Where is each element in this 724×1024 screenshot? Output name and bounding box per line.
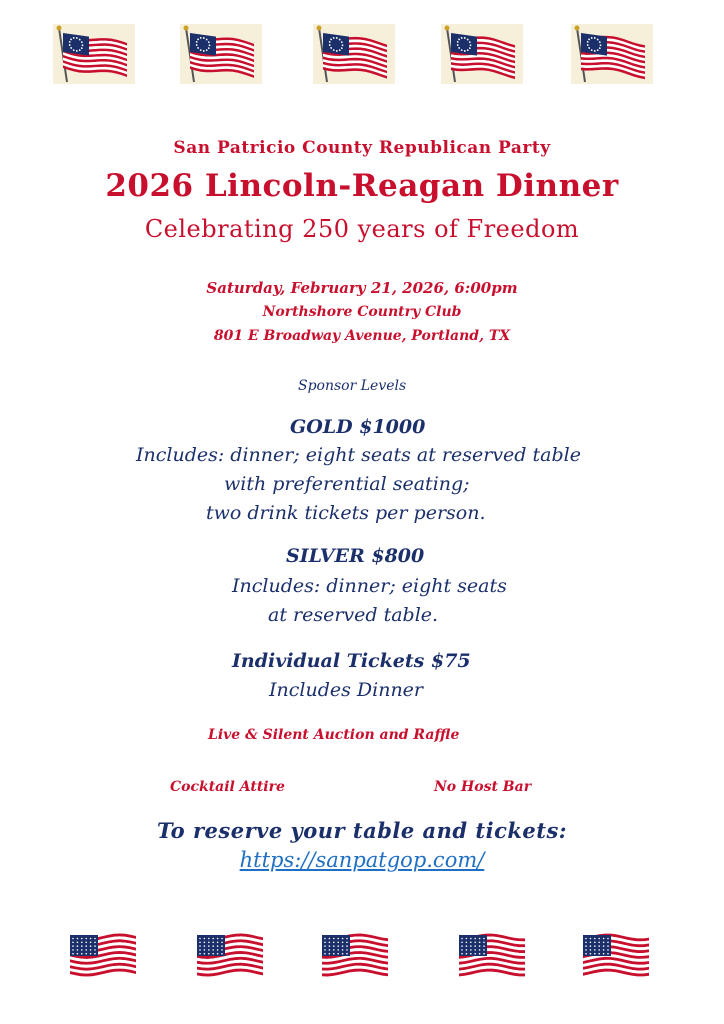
- silver-level-line: at reserved table.: [268, 604, 439, 626]
- bottom-flag-row: [0, 930, 724, 990]
- event-tagline: Celebrating 250 years of Freedom: [144, 215, 580, 243]
- american-flag-icon: [195, 930, 267, 980]
- betsy-ross-flag-icon: [53, 24, 135, 84]
- top-flag-row: [0, 24, 724, 86]
- website-link[interactable]: https://sanpatgop.com/: [239, 848, 485, 872]
- auction-note: Live & Silent Auction and Raffle: [208, 727, 460, 743]
- betsy-ross-flag-icon: [441, 24, 523, 84]
- american-flag-icon: [581, 930, 653, 980]
- gold-level-line: two drink tickets per person.: [206, 502, 486, 524]
- bar-note: No Host Bar: [434, 779, 532, 795]
- event-address: 801 E Broadway Avenue, Portland, TX: [213, 328, 511, 344]
- silver-level-line: Includes: dinner; eight seats: [232, 575, 507, 597]
- sponsor-levels-heading: Sponsor Levels: [298, 378, 407, 394]
- american-flag-icon: [68, 930, 140, 980]
- event-date: Saturday, February 21, 2026, 6:00pm: [206, 279, 518, 297]
- individual-tickets-line: Includes Dinner: [269, 679, 424, 701]
- gold-level-line: with preferential seating;: [224, 473, 470, 495]
- event-title: 2026 Lincoln-Reagan Dinner: [105, 168, 619, 204]
- betsy-ross-flag-icon: [180, 24, 262, 84]
- reserve-callout: To reserve your table and tickets:: [156, 818, 568, 843]
- american-flag-icon: [457, 930, 529, 980]
- betsy-ross-flag-icon: [571, 24, 653, 84]
- silver-level-title: SILVER $800: [286, 545, 425, 567]
- american-flag-icon: [320, 930, 392, 980]
- betsy-ross-flag-icon: [313, 24, 395, 84]
- individual-tickets-title: Individual Tickets $75: [232, 650, 471, 672]
- event-venue: Northshore Country Club: [262, 304, 462, 320]
- gold-level-title: GOLD $1000: [290, 416, 426, 438]
- gold-level-line: Includes: dinner; eight seats at reserved table: [136, 444, 581, 466]
- party-name: San Patricio County Republican Party: [173, 138, 551, 158]
- attire-note: Cocktail Attire: [170, 779, 285, 795]
